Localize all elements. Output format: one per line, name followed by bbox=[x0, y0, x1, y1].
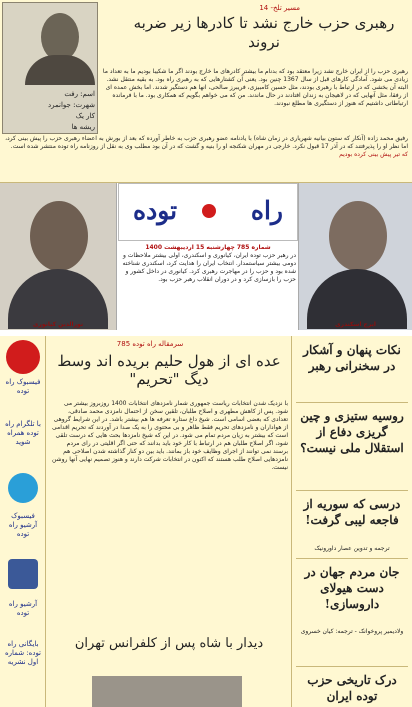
portrait-caption-right: ایرج اسکندری bbox=[335, 321, 376, 328]
article-date: مسیر تلخ- 14 bbox=[259, 4, 300, 12]
photo-handwriting-4: ریشه ها bbox=[71, 123, 95, 131]
secondary-headline[interactable]: دیدار با شاه پس از کلفرانس تهران bbox=[74, 636, 264, 651]
editorial-body: با نزدیک شدن انتخابات ریاست جمهوری شمار نامزدهای انتخابات 1400 روزبروز بیشتر می شود. پس از کاهش مطهری و اصلاح طلبان، تلقین سخن از احتمال نامزدی محمد صادقی، تعدادی که بعضی اسامی است. شیخ داغ ستاره تعرفه ها هم بیشتر باشد. در این شرایط گروهی از هواداران و نامزدهای تحریم فقط ظاهر و بی محتوی را به یک صدا در آوردند که تحریم اقدامی است که بیشتر به زیان مردم تمام می شود. در این که شیخ نامزدها بحث هایی که درست تلقی شود، اگر اصلاح طلبان هم در ارتباط با کار خود باید بدانند که حتی اگر اقلیتی در رای مردم برسند نمی توانند از اجرای وظایف خود باز بمانند. باید بین دو کنار گذاشته شدن اصلاحی هم نامزدهایی اصلاح طلب هستند که اکنون در انتخابات شرکت دارند و هنوز تصمیم نهایی آنها روشن نیست. bbox=[51, 400, 288, 471]
rah-e-tudeh-logo[interactable] bbox=[118, 183, 298, 241]
right-headline-2[interactable]: روسیه ستیزی و چین گریزی دفاع از استقلال ملی نیست؟ bbox=[300, 409, 404, 455]
photo-handwriting-1: اسم: رفت bbox=[64, 90, 95, 98]
right-headline-1[interactable]: نکات پنهان و آشکار در سخنرانی رهبر bbox=[303, 343, 401, 373]
rose-icon bbox=[202, 204, 216, 218]
portrait-body bbox=[8, 269, 108, 329]
photo-caption bbox=[4, 135, 408, 159]
right-subline-4: ولادیمیر پروخوانک - ترجمه: کیان خسروی bbox=[300, 628, 404, 635]
editorial-headline[interactable]: عده ای از هول حلیم بریده اند وسط دیگ "تحریم" bbox=[57, 352, 281, 388]
logo-word-tudeh: توده bbox=[133, 196, 178, 225]
sidebar-facebook-link[interactable]: فیسبوک راه توده bbox=[5, 378, 41, 395]
caption-text: رفیق محمد زاده (آنکار که ستون بیانیه شهریاری در زمان شاه) با یادنامه عضو رهبری حزب به خاطر آورده که بعد از بورش به اعضاء رهبری حزب را پیش بینی کرد، اما نظر او را پذیرفتند که در آذر 17 قبول نکرد. خارجی در مهران شکنجه او را بنیه و گشت که در آن بود مطلب وی به نقل از روزنامه راه توده منتشر شده است. bbox=[5, 135, 408, 150]
sidebar-first-issue-link[interactable]: بایگانی راه توده: شماره اول نشریه bbox=[4, 640, 42, 666]
sidebar-facebook-archive-link[interactable]: فیسبوک آرشیو راه توده bbox=[8, 512, 38, 538]
right-headline-3[interactable]: درسی که سوریه از فاجعه لیبی گرفت! bbox=[303, 497, 401, 527]
portrait-shoulder bbox=[25, 55, 95, 85]
logo-word-rah: راه bbox=[250, 196, 283, 225]
sidebar-telegram-link[interactable]: با تلگرام راه توده همراه شوید bbox=[5, 420, 41, 446]
article-body: رهبری حزب را از ایران خارج نشد زیرا معتقد بود که بدنام ما بیشتر کادرهای ما خارج بودند اگر ما شکیبا بودیم ما به تعداد ما زیادی می شود. آمادگی کارهای قبل از سال 1367 چنین بود. یعنی آن کشتارهایی که به رهبری راه بود. به بقیه منتقل نشد. البته آن بخشی که در ارتباط با رهبری بودند، مثل حسین کامبیزی، فریبرز صالحی، انها هم دستگیر شدند. اما بخش عمده ای از رفقا، مثل آنهایی که در لاهیجان به زندان افتادند در حال ماندند. من که می خواهم بگویم که همکاری بود. ما با فرمانده ارتباطاتی داشتیم که هنوز از دستگیری ها مطلع نبودند. bbox=[102, 68, 408, 107]
portrait-head bbox=[329, 201, 387, 271]
right-headline-4[interactable]: جان مردم جهان در دست هیولای داروسازی! bbox=[304, 565, 400, 611]
right-headline-5[interactable]: درک تاریخی حزب توده ایران bbox=[307, 673, 397, 703]
divider bbox=[296, 666, 408, 667]
photo-handwriting-2: شهرت: جوانمرد bbox=[48, 101, 95, 109]
article-headline[interactable]: رهبری حزب خارج نشد تا کادرها زیر ضربه نروند bbox=[133, 14, 395, 51]
portrait-caption-left: نورالدین کیانوری bbox=[32, 321, 84, 328]
telegram-icon[interactable] bbox=[8, 473, 38, 503]
article-photo-left bbox=[2, 2, 98, 134]
divider bbox=[296, 558, 408, 559]
band-body-text: در رهبر حزب توده ایران، کیانوری و اسکندری، اولی بیشتر ملاحظات و دومی بیشتر سیاستمدار. انتخاب ایران را هدایت کرد، اسکندری شناخته شده بود و حزب را در مهاجرت رهبری کرد. کیانوری در داخل کشور و حزب را بازسازی کرد و در دوران انقلاب رهبر حزب بود. bbox=[122, 252, 296, 283]
band-article bbox=[120, 244, 296, 284]
portrait-eskandari bbox=[298, 183, 412, 330]
portrait-kianouri bbox=[0, 183, 117, 330]
divider bbox=[296, 490, 408, 491]
article-photo-bottom bbox=[92, 676, 242, 707]
portrait-head bbox=[30, 201, 88, 271]
photo-handwriting-3: کار یک bbox=[75, 112, 95, 120]
portrait-face bbox=[41, 13, 79, 61]
facebook-icon[interactable] bbox=[8, 559, 38, 589]
editorial-date: سرمقاله راه توده 785 bbox=[116, 340, 184, 348]
right-subline-3: ترجمه و تدوین عصار داورونیک bbox=[314, 545, 390, 552]
sidebar-archive-link[interactable]: آرشیو راه توده bbox=[8, 600, 38, 617]
caption-tail: که تیر پیش بینی کرده بودیم bbox=[339, 151, 408, 158]
portrait-body bbox=[307, 269, 407, 329]
rose-icon[interactable] bbox=[6, 340, 40, 374]
issue-line: شماره 785 چهارشنبه 15 اردیبهشت 1400 bbox=[145, 244, 271, 251]
divider bbox=[296, 402, 408, 403]
